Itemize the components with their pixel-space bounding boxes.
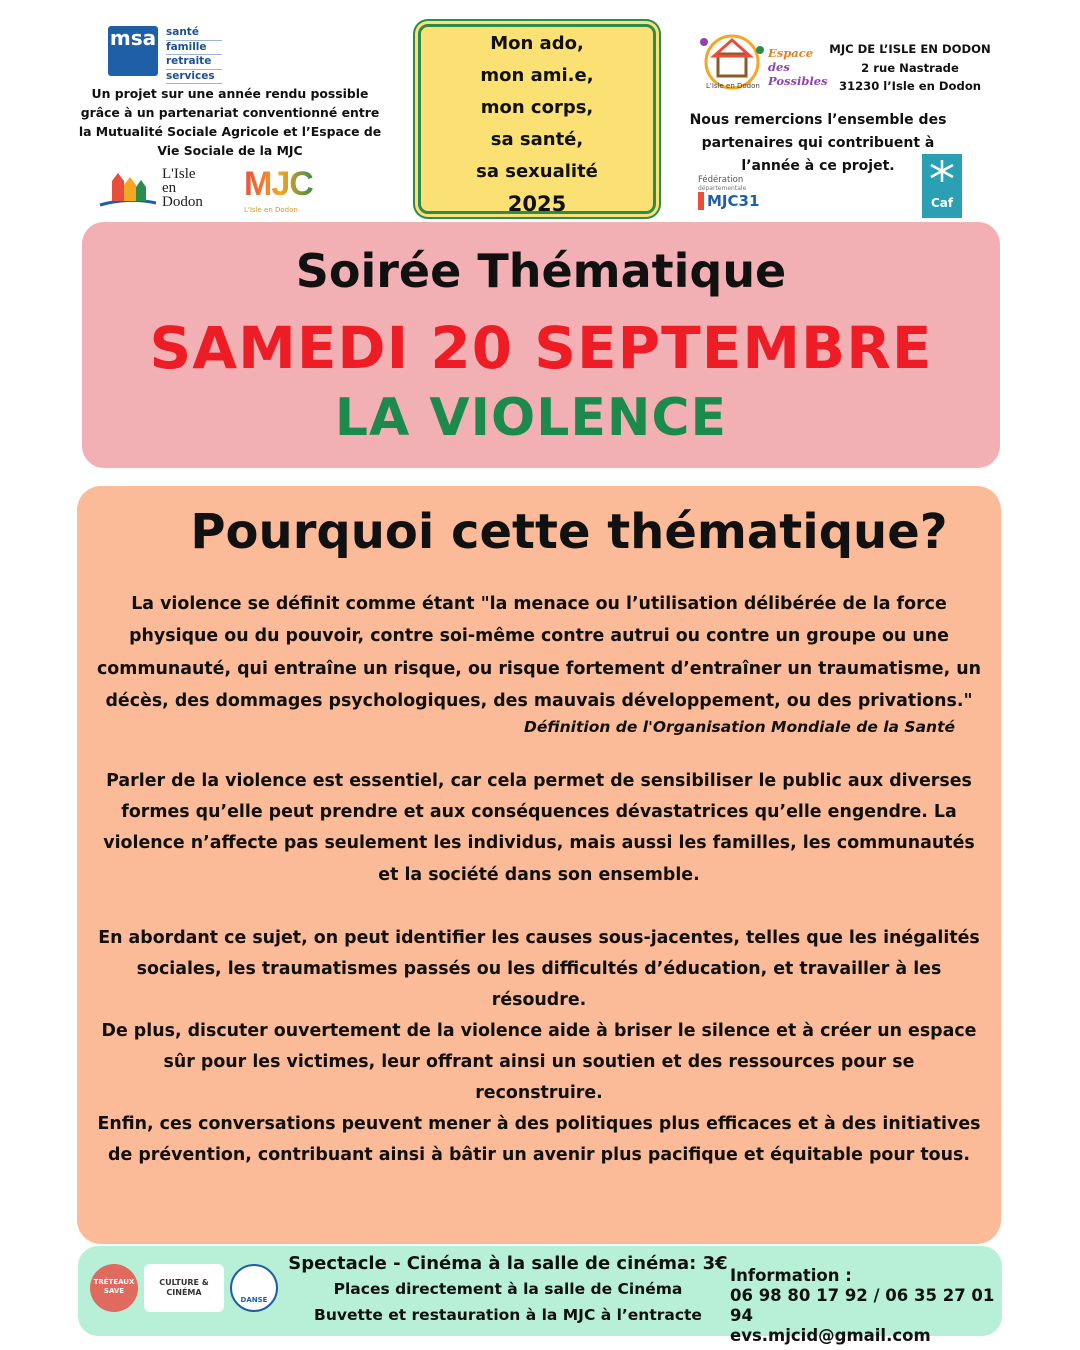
isle-houses-icon [98, 167, 158, 211]
event-theme: LA VIOLENCE [334, 388, 728, 448]
isle-logo-line: Dodon [162, 194, 203, 210]
contact-info [730, 1266, 1000, 1346]
refreshments-line: Buvette et restauration à la MJC à l’entracte [314, 1306, 702, 1324]
project-title-note [410, 16, 664, 222]
theme-explanation-panel [77, 486, 1001, 1244]
isle-logo-line: L'Isle [162, 166, 196, 182]
tickets-line: Places directement à la salle de Cinéma [333, 1280, 683, 1298]
address-line: 31230 l’Isle en Dodon [838, 79, 982, 93]
who-definition: La violence se définit comme étant "la menace ou l’utilisation délibérée de la force physique ou du pouvoir, contre soi-même contre autrui ou contre un groupe ou une communauté, qui entraîne un risque, ou risque fortement d’entraîner un traumatisme, un décès, des dommages psychologiques, des mauvais développement, ou des privations." [96, 594, 982, 712]
thanks-text: Nous remercions l’ensemble des partenaires qui contribuent à l’année à ce projet. [689, 112, 947, 174]
treteaux-save-logo: TRÉTEAUX SAVE [90, 1264, 138, 1312]
note-text [410, 28, 664, 220]
msa-line: santé [166, 26, 222, 41]
paragraph: Enfin, ces conversations peuvent mener à des politiques plus efficaces et à des initiatives de prévention, contribuant ainsi à bâtir un avenir plus pacifique et équitable pour tous. [97, 1114, 981, 1166]
mjc-logo [244, 164, 316, 220]
fed-logo-line: Fédération [698, 175, 744, 185]
note-line: sa santé, [490, 129, 584, 150]
note-line: Mon ado, [490, 33, 584, 54]
danse-logo: DANSE [230, 1264, 278, 1312]
culture-cinema-logo: CULTURE & CINÉMA [144, 1264, 224, 1312]
note-line: sa sexualité [476, 161, 598, 182]
address-line: 2 rue Nastrade [861, 60, 959, 75]
federation-mjc31-logo [698, 175, 768, 215]
note-line: mon ami.e, [480, 65, 594, 86]
msa-logo-text [166, 26, 222, 84]
price-line: Spectacle - Cinéma à la salle de cinéma: 3€ [288, 1253, 728, 1274]
event-banner [82, 222, 1000, 468]
isle-en-dodon-logo [98, 165, 208, 213]
msa-line: famille [166, 41, 222, 56]
address-line: MJC DE L’ISLE EN DODON [829, 42, 991, 56]
event-type: Soirée Thématique [295, 244, 787, 298]
info-label: Information : [730, 1266, 852, 1285]
note-line: mon corps, [480, 97, 594, 118]
note-year: 2025 [507, 192, 567, 216]
msa-logo-mark: msa [108, 26, 158, 76]
email-link[interactable]: evs.mjcid@gmail.com [730, 1326, 931, 1345]
espace-des-possibles-logo [694, 32, 844, 94]
fed-logo-line: MJC31 [698, 192, 768, 210]
caf-logo-text: Caf [930, 196, 954, 210]
paragraph: Parler de la violence est essentiel, car cela permet de sensibiliser le public aux diverses formes qu’elle peut prendre et aux conséquences dévastatrices qu’elle engendre. La violence n’affecte pas seulement les individus, mais aussi les familles, les communautés et la société dans son ensemble. [103, 771, 975, 885]
evs-logo-sub: L'Isle en Dodon [706, 82, 760, 90]
mjc-logo-text: MJC [244, 164, 316, 204]
paragraph: En abordant ce sujet, on peut identifier les causes sous-jacentes, telles que les inégalités sociales, les traumatismes passés ou les difficultés d’éducation, et travailler à les résoudre. [98, 928, 980, 1011]
caf-logo [922, 154, 962, 218]
partnership-text: Un projet sur une année rendu possible grâce à un partenariat conventionné entre la Mutualité Sociale Agricole et l’Espace de Vie Sociale de la MJC [78, 86, 382, 158]
msa-logo [108, 26, 218, 80]
phone-numbers: 06 98 80 17 92 / 06 35 27 01 94 [730, 1286, 995, 1325]
event-date: SAMEDI 20 SEPTEMBRE [149, 314, 933, 382]
isle-logo-line: en [162, 180, 177, 196]
event-practical-details [278, 1252, 738, 1328]
section-title: Pourquoi cette thématique? [190, 504, 948, 560]
mjc-logo-sub: L'Isle en Dodon [244, 206, 298, 214]
evs-logo-line: Espace [768, 46, 814, 60]
paragraph: De plus, discuter ouvertement de la violence aide à briser le silence et à créer un espace sûr pour les victimes, leur offrant ainsi un soutien et des ressources pour se reconstruire. [101, 1021, 977, 1104]
msa-line: services [166, 70, 222, 85]
msa-line: retraite [166, 55, 222, 70]
fed-logo-line: départementale [698, 185, 747, 192]
caf-snowflake-icon [928, 158, 956, 184]
mjc-address [828, 40, 992, 96]
definition-source: Définition de l'Organisation Mondiale de la Santé [524, 718, 955, 736]
evs-logo-line: des Possibles [768, 60, 828, 88]
practical-info-footer [78, 1246, 1002, 1345]
